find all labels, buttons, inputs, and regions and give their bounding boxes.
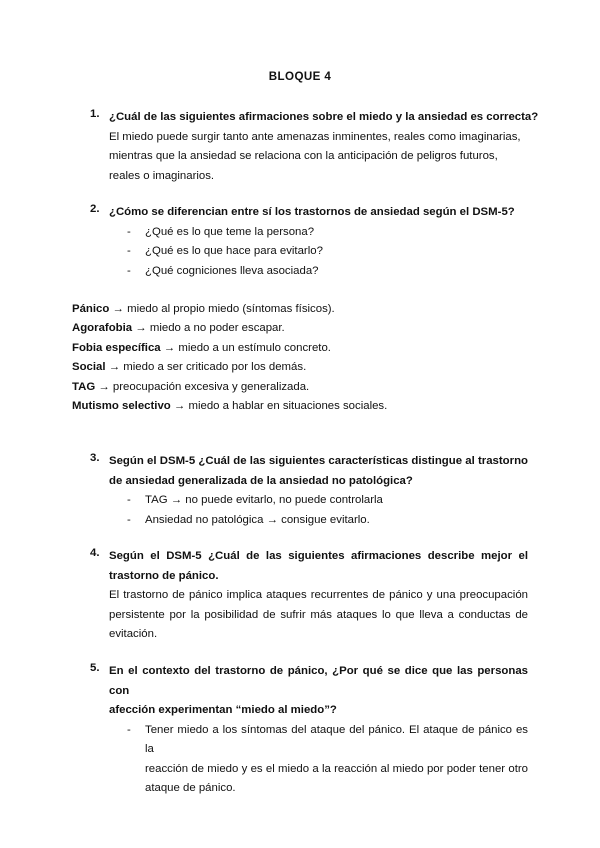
list-item: [109, 223, 528, 243]
answer-line: evitación.: [109, 628, 158, 640]
definition-term: Agorafobia: [72, 322, 133, 335]
list-item: [109, 242, 528, 262]
question-line: de ansiedad generalizada de la ansiedad no patológica?: [109, 474, 413, 487]
bullet-dash: -: [127, 513, 131, 526]
definition-row: [72, 319, 552, 338]
definition-desc: → preocupación excesiva y generalizada.: [95, 380, 310, 393]
question-line: Según el DSM-5 ¿Cuál de las siguientes características distingue al trastorno: [109, 455, 528, 467]
question-text: ¿Cuál de las siguientes afirmaciones sobre el miedo y la ansiedad es correcta?: [109, 111, 539, 123]
question-3: [90, 452, 528, 530]
definition-row: [72, 300, 552, 319]
list-item-text: ¿Qué cogniciones lleva asociada?: [145, 264, 319, 277]
question-number: 2.: [90, 203, 100, 215]
question-text: ¿Cómo se diferencian entre sí los trastornos de ansiedad según el DSM-5?: [109, 206, 515, 218]
definition-term: Pánico: [72, 303, 110, 315]
definition-desc: → miedo a no poder escapar.: [132, 322, 285, 335]
list-item: [109, 721, 528, 799]
bullet-dash: -: [127, 264, 131, 277]
definition-row: [72, 397, 552, 416]
list-item-line: reacción de miedo y es el miedo a la reacción al miedo por poder tener otro: [145, 762, 528, 775]
question-2: [90, 203, 528, 281]
list-item-text: ¿Qué es lo que hace para evitarlo?: [145, 245, 323, 257]
question-number: 5.: [90, 662, 100, 674]
list-item-line: Tener miedo a los síntomas del ataque del pánico. El ataque de pánico es la: [145, 723, 528, 755]
question-line: trastorno de pánico.: [109, 569, 219, 582]
question-number: 1.: [90, 108, 100, 120]
bullet-dash: -: [127, 225, 131, 238]
list-item-text: Ansiedad no patológica → consigue evitarlo.: [145, 513, 370, 526]
answer-text: [109, 586, 528, 645]
bullet-dash: -: [127, 723, 131, 736]
definition-term: TAG: [72, 380, 96, 393]
answer-line: El trastorno de pánico implica ataques recurrentes de pánico y una preocupación: [109, 589, 528, 601]
definition-term: Social: [72, 361, 106, 374]
definition-term: Mutismo selectivo: [72, 400, 171, 413]
list-item-line: ataque de pánico.: [145, 782, 236, 794]
question-text: [109, 547, 528, 586]
definition-term: Fobia específica: [72, 341, 161, 354]
definition-desc: → miedo a ser criticado por los demás.: [105, 361, 307, 374]
list-item-text: TAG → no puede evitarlo, no puede controlarla: [145, 494, 383, 506]
disorder-definitions: [72, 300, 552, 416]
definition-row: [72, 358, 552, 377]
list-item: [109, 491, 528, 511]
page-title: BLOQUE 4: [268, 70, 332, 83]
definition-row: [72, 339, 552, 358]
definition-row: [72, 378, 552, 397]
question-line: afección experimentan “miedo al miedo”?: [109, 704, 337, 716]
answer-text: [109, 128, 528, 187]
question-number: 3.: [90, 452, 100, 464]
definition-desc: → miedo a un estímulo concreto.: [160, 341, 331, 354]
definition-desc: → miedo a hablar en situaciones sociales.: [170, 400, 388, 413]
definition-desc: → miedo al propio miedo (síntomas físicos).: [109, 303, 335, 315]
answer-line: mientras que la ansiedad se relaciona con la anticipación de peligros futuros,: [109, 150, 498, 162]
bullet-dash: -: [127, 494, 131, 506]
list-item-text: ¿Qué es lo que teme la persona?: [145, 225, 315, 238]
question-1: [90, 108, 539, 186]
question-text: [109, 662, 528, 721]
list-item: [109, 262, 528, 282]
question-5: [90, 662, 528, 799]
bullet-dash: -: [127, 245, 131, 257]
question-line: Según el DSM-5 ¿Cuál de las siguientes afirmaciones describe mejor el: [109, 550, 528, 562]
answer-line: persistente por la posibilidad de sufrir más ataques lo que lleva a conductas de: [109, 608, 528, 621]
question-number: 4.: [90, 547, 100, 559]
answer-line: El miedo puede surgir tanto ante amenazas inminentes, reales como imaginarias,: [109, 130, 521, 143]
question-4: [90, 547, 528, 645]
question-text: [109, 452, 528, 491]
answer-line: reales o imaginarios.: [109, 169, 215, 182]
question-line: En el contexto del trastorno de pánico, ¿Por qué se dice que las personas con: [109, 665, 528, 697]
list-item: [109, 511, 528, 531]
